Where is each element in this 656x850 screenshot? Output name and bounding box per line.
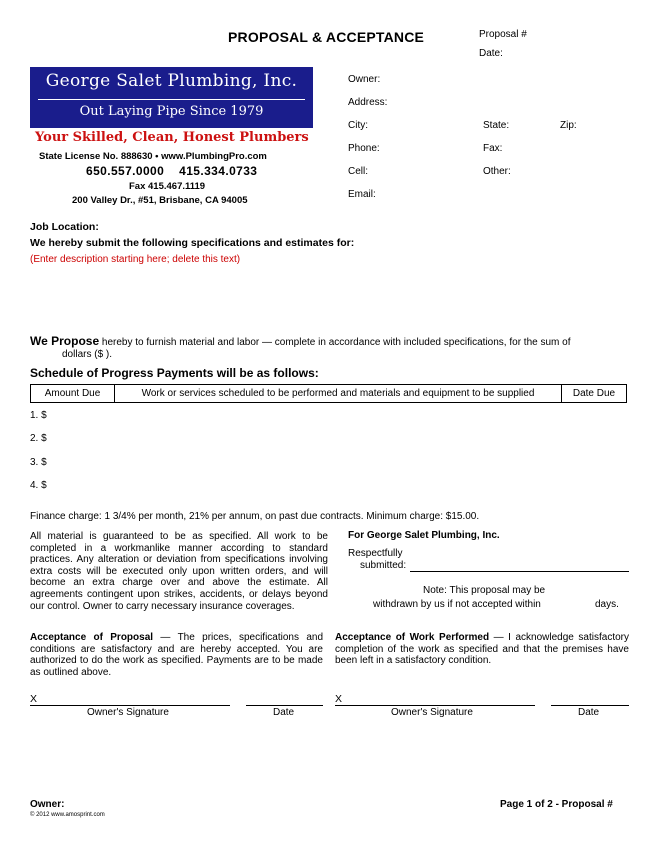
city-label: City:	[348, 120, 368, 131]
propose-lead: We Propose	[30, 334, 100, 348]
note-line-2: withdrawn by us if not accepted within	[373, 599, 541, 610]
schedule-row: 3. $	[30, 457, 47, 468]
acceptance-proposal-text: — The prices, specifications and conditions are satisfactory and are hereby accepted. You are authorized to do the work as specified. Payments are to be made as outlined above.	[30, 632, 324, 678]
dollars-line: dollars ($ ).	[62, 349, 113, 360]
date-label-left: Date	[273, 707, 295, 718]
acceptance-work-heading: Acceptance of Work Performed	[335, 632, 490, 643]
footer-copyright: © 2012 www.amosprint.com	[30, 812, 105, 818]
description-placeholder[interactable]: (Enter description starting here; delete this text)	[30, 254, 241, 265]
owner-label: Owner:	[348, 74, 381, 85]
email-label: Email:	[348, 189, 376, 200]
zip-label: Zip:	[560, 120, 577, 131]
schedule-row: 2. $	[30, 433, 47, 444]
fax-number: Fax 415.467.1119	[129, 181, 206, 192]
date-label-right: Date	[578, 707, 600, 718]
schedule-row: 1. $	[30, 410, 47, 421]
phone-numbers	[86, 164, 257, 178]
col-amount-due: Amount Due	[31, 385, 115, 402]
owner-signature-line-right[interactable]	[335, 705, 535, 706]
col-date-due: Date Due	[572, 388, 616, 399]
x-mark-right: X	[335, 693, 343, 705]
propose-text: hereby to furnish material and labor — complete in accordance with included specifications, for the sum of	[101, 337, 571, 348]
x-mark-left: X	[30, 693, 38, 705]
company-logo	[30, 67, 313, 128]
company-tagline: Out Laying Pipe Since 1979	[79, 104, 264, 119]
phone-1: 650.557.0000	[86, 164, 165, 178]
cell-label: Cell:	[348, 166, 369, 177]
days-label: days.	[595, 599, 619, 610]
owner-signature-line-left[interactable]	[30, 705, 230, 706]
submitted-signature-line[interactable]	[410, 571, 629, 572]
respectfully-label: Respectfully	[348, 548, 403, 559]
phone-label: Phone:	[348, 143, 380, 154]
logo-divider	[38, 99, 305, 100]
fax-label: Fax:	[483, 143, 503, 154]
guarantee-text: All material is guaranteed to be as specified. All work to be completed in a workmanlike manner according to standard practices. Any alteration or deviation from specifications involving extra costs will be executed only upon written orders, and will become an extra charge over and above the estimate. All agreements contingent upon strikes, accidents, or delays beyond our control. Owner to carry necessary insurance coverages.	[30, 531, 328, 612]
date-line-right[interactable]	[551, 705, 629, 706]
note-line-1: Note: This proposal may be	[423, 585, 546, 596]
date-label: Date:	[479, 48, 503, 59]
schedule-heading: Schedule of Progress Payments will be as follows:	[30, 366, 319, 380]
address-label: Address:	[348, 97, 388, 108]
finance-charge: Finance charge: 1 3/4% per month, 21% per annum, on past due contracts. Minimum charge: $15.00.	[30, 511, 480, 522]
for-company-heading: For George Salet Plumbing, Inc.	[348, 530, 500, 541]
col-work: Work or services scheduled to be performed and materials and equipment to be supplied	[115, 385, 562, 402]
date-line-left[interactable]	[246, 705, 323, 706]
footer-page-number: Page 1 of 2 - Proposal #	[500, 799, 613, 810]
license-line: State License No. 888630 • www.PlumbingPro.com	[39, 151, 267, 162]
proposal-number-label: Proposal #	[479, 29, 527, 40]
owner-signature-label-right: Owner's Signature	[391, 707, 473, 718]
page-title: PROPOSAL & ACCEPTANCE	[228, 29, 425, 45]
acceptance-of-proposal	[30, 632, 323, 678]
schedule-table-header	[30, 384, 627, 403]
acceptance-work-text: — I acknowledge satisfactory completion of the work as specified and that the premises have been left in a satisfactory condition.	[335, 632, 629, 667]
submitted-label: submitted:	[360, 560, 407, 571]
phone-2: 415.334.0733	[179, 164, 258, 178]
company-address: 200 Valley Dr., #51, Brisbane, CA 94005	[72, 195, 248, 206]
footer-owner-label: Owner:	[30, 799, 65, 810]
acceptance-proposal-heading: Acceptance of Proposal	[30, 632, 154, 643]
company-name: George Salet Plumbing, Inc.	[45, 71, 298, 91]
owner-signature-label-left: Owner's Signature	[87, 707, 169, 718]
other-label: Other:	[483, 166, 511, 177]
state-label: State:	[483, 120, 510, 131]
propose-line	[30, 334, 628, 348]
acceptance-of-work	[335, 632, 629, 667]
company-slogan: Your Skilled, Clean, Honest Plumbers	[35, 130, 309, 145]
submit-text: We hereby submit the following specifications and estimates for:	[30, 237, 355, 249]
job-location-label: Job Location:	[30, 221, 99, 233]
schedule-row: 4. $	[30, 480, 47, 491]
